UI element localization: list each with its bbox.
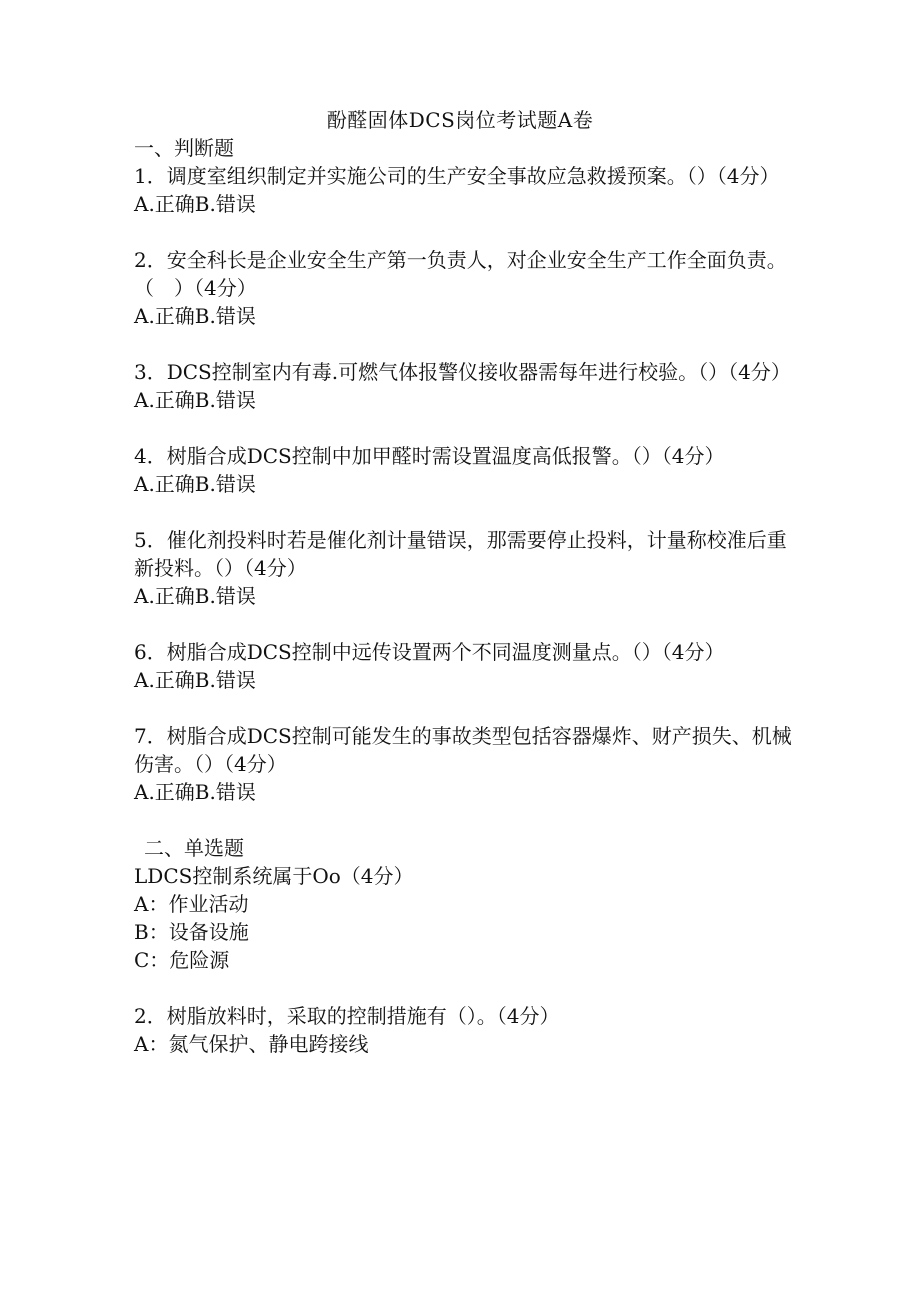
question-7 [134,722,794,806]
option-a: A：氮气保护、静电跨接线 [134,1032,369,1056]
question-text: 2．安全科长是企业安全生产第一负责人，对企业安全生产工作全面负责。（ ）（4分） [134,248,787,300]
question-text: 6．树脂合成DCS控制中远传设置两个不同温度测量点。（）（4分） [134,640,725,664]
option-c: C：危险源 [134,948,230,972]
question-text: 2．树脂放料时，采取的控制措施有（）。（4分） [134,1004,560,1028]
question-options: A.正确B.错误 [134,192,256,216]
section-heading-single-choice: 二、单选题 [144,836,244,860]
question-2 [134,246,794,330]
question-options: A.正确B.错误 [134,472,256,496]
question-options: A.正确B.错误 [134,304,256,328]
question-text: 3．DCS控制室内有毒.可燃气体报警仪接收器需每年进行校验。（）（4分） [134,360,791,384]
option-b: B：设备设施 [134,920,249,944]
question-text: 7．树脂合成DCS控制可能发生的事故类型包括容器爆炸、财产损失、机械伤害。（）（4分） [134,724,792,776]
option-a: A：作业活动 [134,892,249,916]
question-6 [134,638,794,694]
question-4 [134,442,794,498]
question-text: 4．树脂合成DCS控制中加甲醛时需设置温度高低报警。（）（4分） [134,444,725,468]
question-3 [134,358,794,414]
question-text: 1．调度室组织制定并实施公司的生产安全事故应急救援预案。（）（4分） [134,164,780,188]
question-text: LDCS控制系统属于Oo（4分） [134,864,414,888]
section-heading-true-false: 一、判断题 [134,136,234,160]
question-1 [134,162,794,218]
document-title: 酚醛固体DCS岗位考试题A卷 [326,108,594,132]
mc-question-2 [134,1002,794,1058]
document-body [134,134,794,1086]
question-5 [134,526,794,610]
question-options: A.正确B.错误 [134,780,256,804]
question-text: 5．催化剂投料时若是催化剂计量错误，那需要停止投料，计量称校准后重新投料。（）（4分） [134,528,787,580]
mc-question-1 [134,862,794,974]
question-options: A.正确B.错误 [134,584,256,608]
question-options: A.正确B.错误 [134,388,256,412]
question-options: A.正确B.错误 [134,668,256,692]
